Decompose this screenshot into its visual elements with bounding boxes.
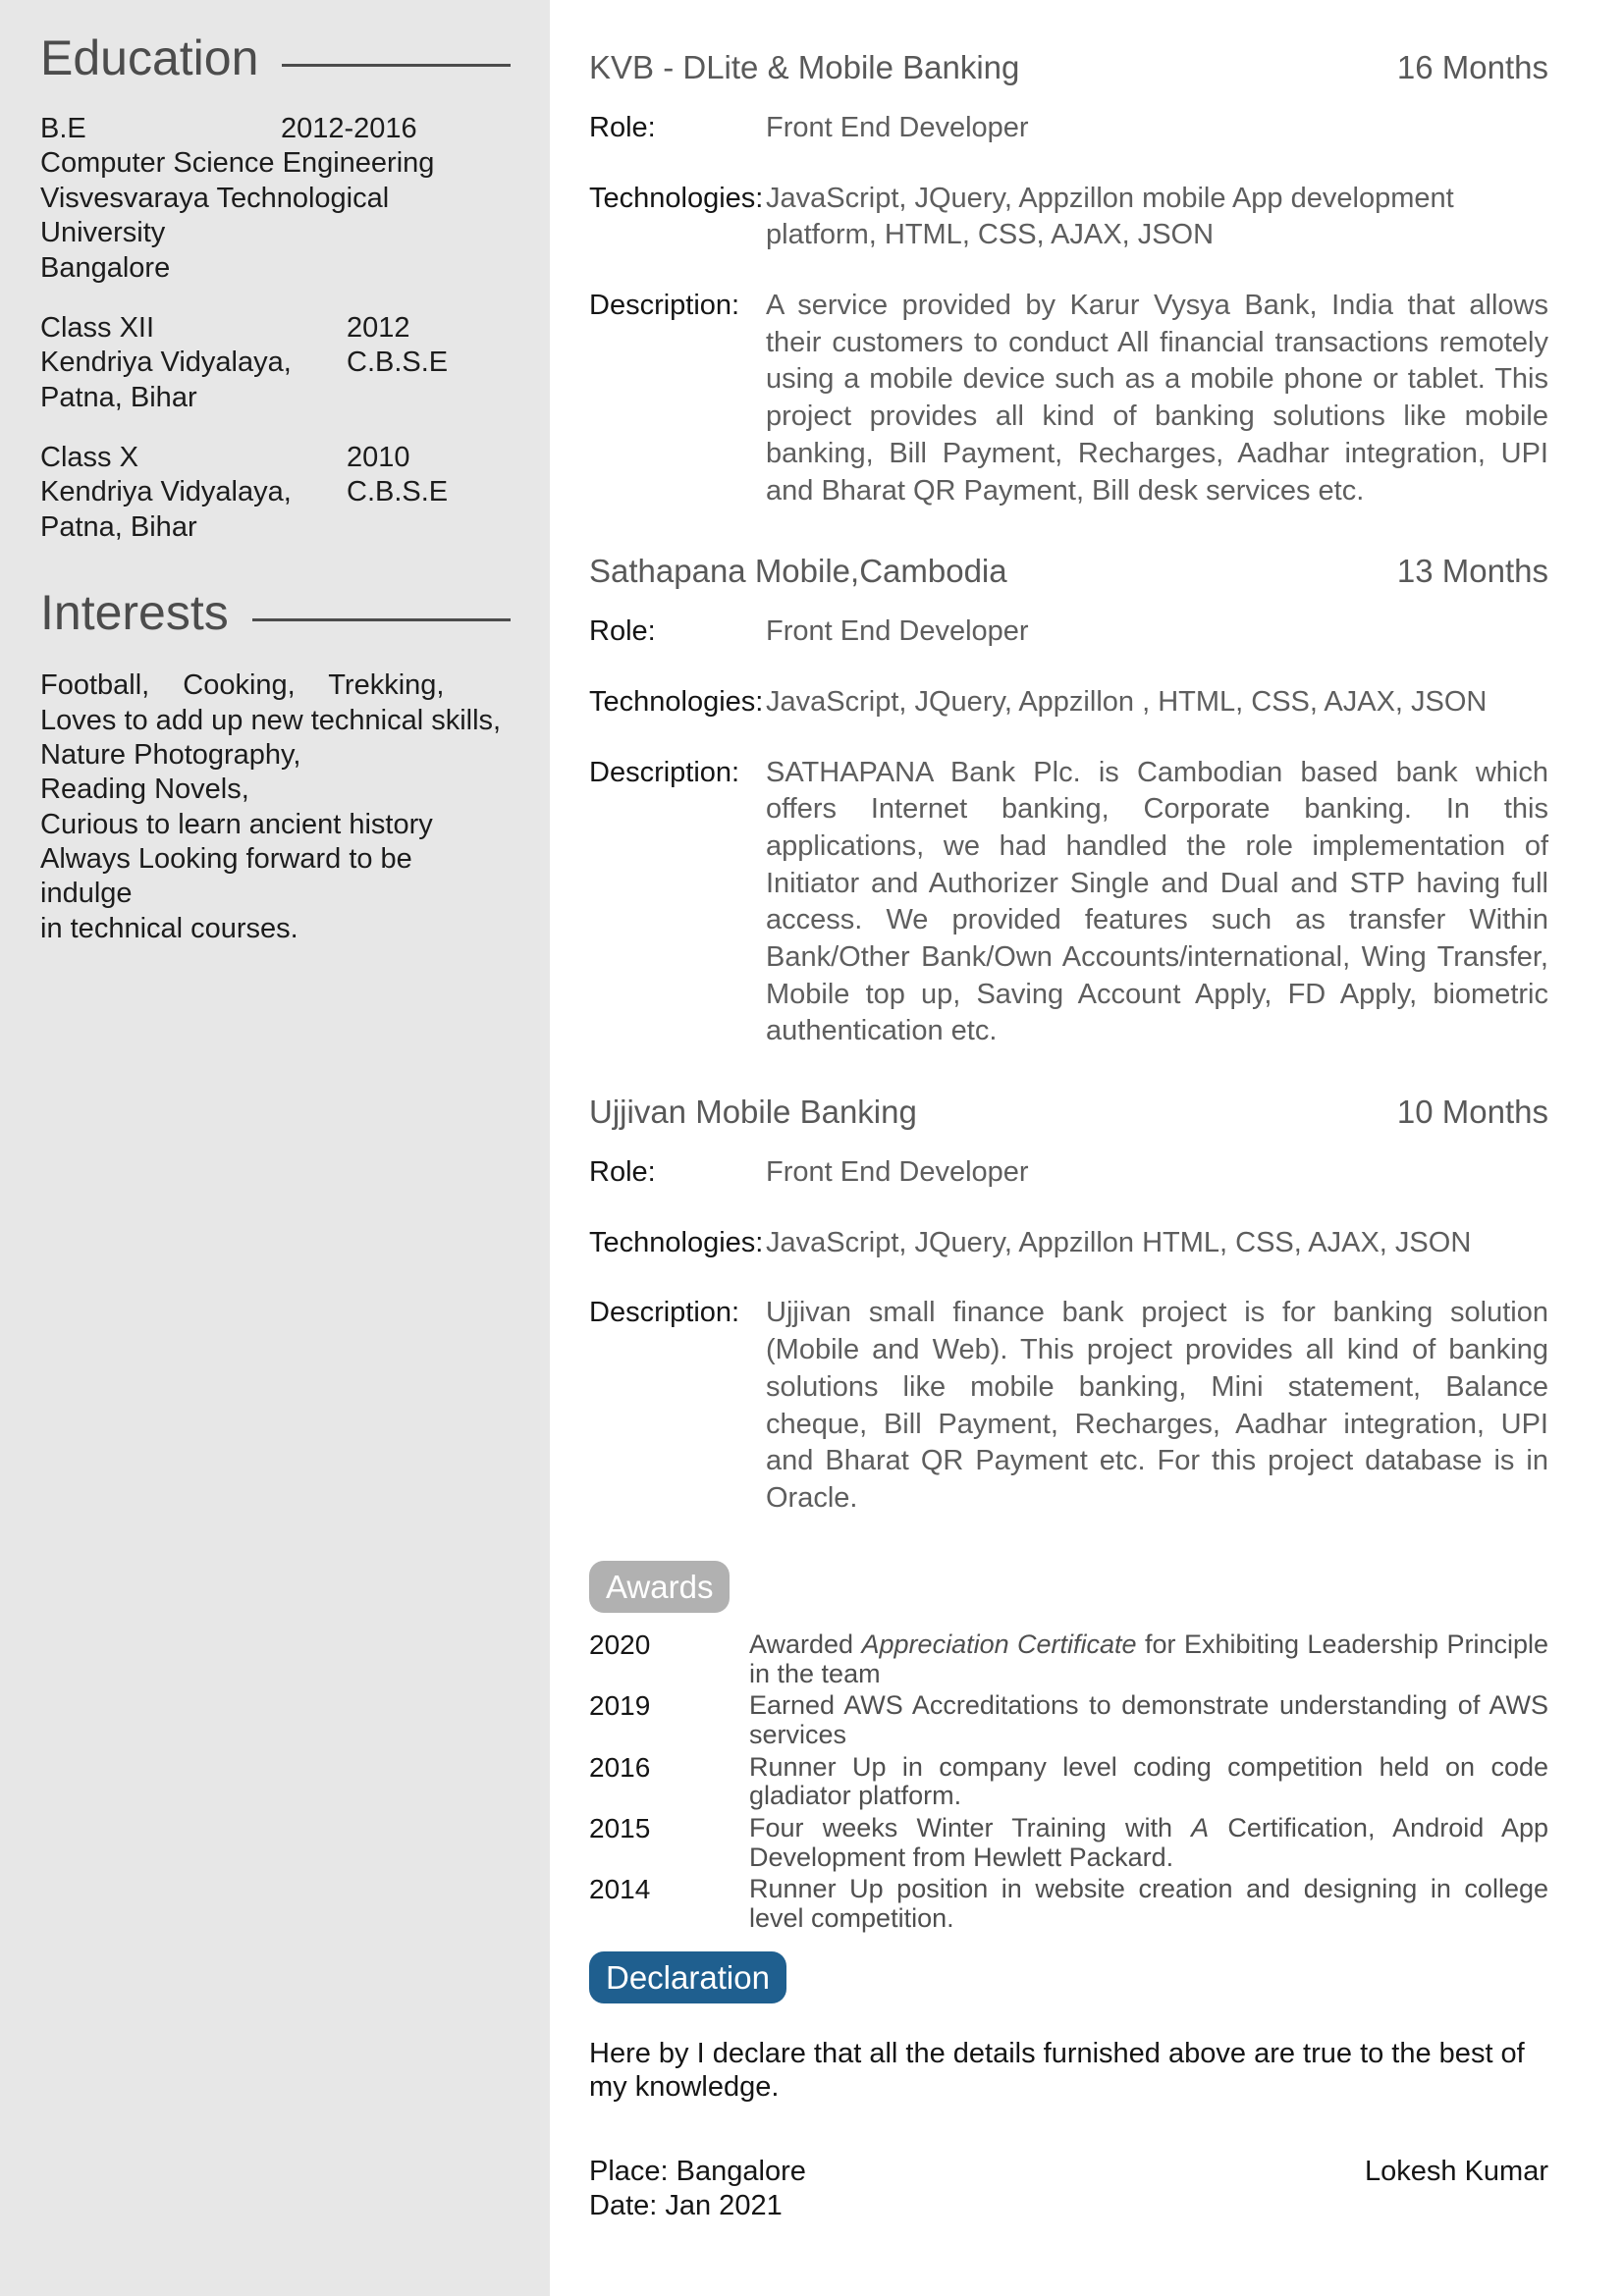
education-heading-label: Education [40, 30, 259, 85]
interest-line: Always Looking forward to be indulge [40, 843, 412, 910]
role-value: Front End Developer [766, 112, 1029, 143]
interests-heading [40, 584, 511, 641]
edu-class10-board: C.B.S.E [347, 476, 449, 508]
education-entry-class12 [40, 311, 511, 415]
award-row [589, 1753, 1548, 1811]
education-entry-class10 [40, 441, 511, 545]
project-ujjivan [589, 1094, 1548, 1518]
technologies-label: Technologies: [589, 182, 764, 214]
project-duration: 10 Months [1396, 1094, 1548, 1131]
award-text [749, 1875, 1548, 1933]
award-text-part: for Exhibiting Leadership Principle in the team [749, 1629, 1549, 1688]
place-date-block [589, 2155, 806, 2221]
main-content [550, 0, 1624, 2222]
edu-class12-city: Patna, Bihar [40, 381, 197, 413]
edu-degree-line: Bangalore [40, 251, 171, 284]
interest-line: Football, Cooking, Trekking, [40, 669, 445, 702]
project-title: Ujjivan Mobile Banking [589, 1094, 917, 1131]
edu-class12-year: 2012 [347, 311, 410, 344]
date-line: Date: Jan 2021 [589, 2189, 783, 2221]
interests-heading-label: Interests [40, 585, 229, 641]
technologies-label: Technologies: [589, 685, 764, 718]
edu-class10-name: Class X [40, 442, 138, 473]
interests-heading-rule [252, 618, 511, 621]
award-row [589, 1814, 1548, 1872]
edu-degree-line: Computer Science Engineering [40, 147, 435, 180]
role-label: Role: [589, 615, 656, 648]
award-text-italic: A [1191, 1812, 1210, 1842]
award-text-part: Runner Up in company level coding competition held on code gladiator platform. [749, 1751, 1548, 1811]
description-label: Description: [589, 756, 740, 788]
award-text [749, 1814, 1548, 1872]
edu-class10-year: 2010 [347, 442, 410, 473]
signature-name: Lokesh Kumar [1365, 2156, 1548, 2188]
technologies-value: JavaScript, JQuery, Appzillon HTML, CSS, AJAX, JSON [766, 1226, 1472, 1258]
award-text-italic: Appreciation Certificate [861, 1629, 1137, 1659]
award-text-part: Certification, Android App Development from Hewlett Packard. [749, 1812, 1548, 1872]
awards-badge: Awards [589, 1561, 730, 1613]
education-heading [40, 29, 511, 86]
award-year: 2020 [589, 1629, 651, 1660]
description-label: Description: [589, 1297, 740, 1329]
place-line: Place: Bangalore [589, 2156, 806, 2188]
interest-line: Loves to add up new technical skills, [40, 704, 502, 736]
award-year: 2016 [589, 1751, 651, 1783]
technologies-value: JavaScript, JQuery, Appzillon , HTML, CSS, AJAX, JSON [766, 685, 1488, 718]
award-text [749, 1691, 1548, 1749]
interest-line: Curious to learn ancient history [40, 808, 433, 840]
award-text-part: Earned AWS Accreditations to demonstrate understanding of AWS services [749, 1690, 1548, 1749]
award-row [589, 1875, 1548, 1933]
declaration-section [589, 1951, 1548, 2222]
project-duration: 16 Months [1396, 49, 1548, 85]
description-value: SATHAPANA Bank Plc. is Cambodian based bank which offers Internet banking, Corporate banking. In this applications, we had handled the role implementation of Initiator and Authorizer Single and Dual and STP having full access. We provided features such as transfer Within Bank/Other Bank/Own Accounts/international, Wing Transfer, Mobile top up, Saving Account Apply, FD Apply, biometric authentication etc. [766, 756, 1548, 1047]
award-text-part: Awarded [749, 1629, 862, 1659]
technologies-value: JavaScript, JQuery, Appzillon mobile App development platform, HTML, CSS, AJAX, JSON [766, 182, 1454, 251]
role-value: Front End Developer [766, 615, 1029, 648]
project-title: KVB - DLite & Mobile Banking [589, 49, 1020, 85]
award-row [589, 1630, 1548, 1688]
award-row [589, 1691, 1548, 1749]
edu-degree-line: Visvesvaraya Technological University [40, 182, 390, 249]
awards-list [589, 1630, 1548, 1934]
edu-degree-name: B.E [40, 113, 86, 144]
technologies-label: Technologies: [589, 1226, 764, 1258]
awards-section [589, 1561, 1548, 1934]
sidebar [0, 0, 550, 2296]
edu-class10-school: Kendriya Vidyalaya, [40, 476, 292, 508]
interest-line: Nature Photography, [40, 738, 301, 771]
interest-line: in technical courses. [40, 912, 298, 944]
award-text-part: Four weeks Winter Training with [749, 1812, 1192, 1842]
declaration-text: Here by I declare that all the details furnished above are true to the best of my knowledge. [589, 2037, 1525, 2104]
award-year: 2014 [589, 1874, 651, 1905]
project-title: Sathapana Mobile,Cambodia [589, 553, 1007, 590]
project-sathapana [589, 553, 1548, 1050]
project-kvb [589, 49, 1548, 509]
award-text-part: Runner Up position in website creation and designing in college level competition. [749, 1874, 1548, 1933]
education-entry-degree [40, 112, 511, 286]
role-label: Role: [589, 112, 656, 143]
description-label: Description: [589, 290, 740, 322]
declaration-badge: Declaration [589, 1951, 786, 2003]
award-text [749, 1630, 1548, 1688]
edu-class10-city: Patna, Bihar [40, 510, 197, 543]
role-label: Role: [589, 1156, 656, 1189]
edu-class12-school: Kendriya Vidyalaya, [40, 347, 292, 379]
signature-row [589, 2155, 1548, 2221]
award-text [749, 1753, 1548, 1811]
description-value: A service provided by Karur Vysya Bank, India that allows their customers to conduct All financial transactions remotely using a mobile device such as a mobile phone or tablet. This project provides all kind of banking solutions like mobile banking, Bill Payment, Recharges, Aadhar integration, UPI and Bharat QR Payment, Bill desk services etc. [766, 290, 1548, 507]
interest-line: Reading Novels, [40, 774, 249, 806]
edu-degree-years: 2012-2016 [281, 113, 417, 144]
description-value: Ujjivan small finance bank project is for banking solution (Mobile and Web). This project provides all kind of banking solutions like mobile banking, Mini statement, Balance cheque, Bill Payment, Recharges, Aadhar integration, UPI and Bharat QR Payment etc. For this project database is in Oracle. [766, 1297, 1548, 1514]
role-value: Front End Developer [766, 1156, 1029, 1189]
award-year: 2019 [589, 1690, 651, 1722]
education-heading-rule [282, 64, 511, 67]
project-duration: 13 Months [1396, 553, 1548, 590]
edu-class12-board: C.B.S.E [347, 347, 449, 379]
award-year: 2015 [589, 1812, 651, 1843]
edu-class12-name: Class XII [40, 311, 155, 344]
interests-list [40, 668, 511, 946]
